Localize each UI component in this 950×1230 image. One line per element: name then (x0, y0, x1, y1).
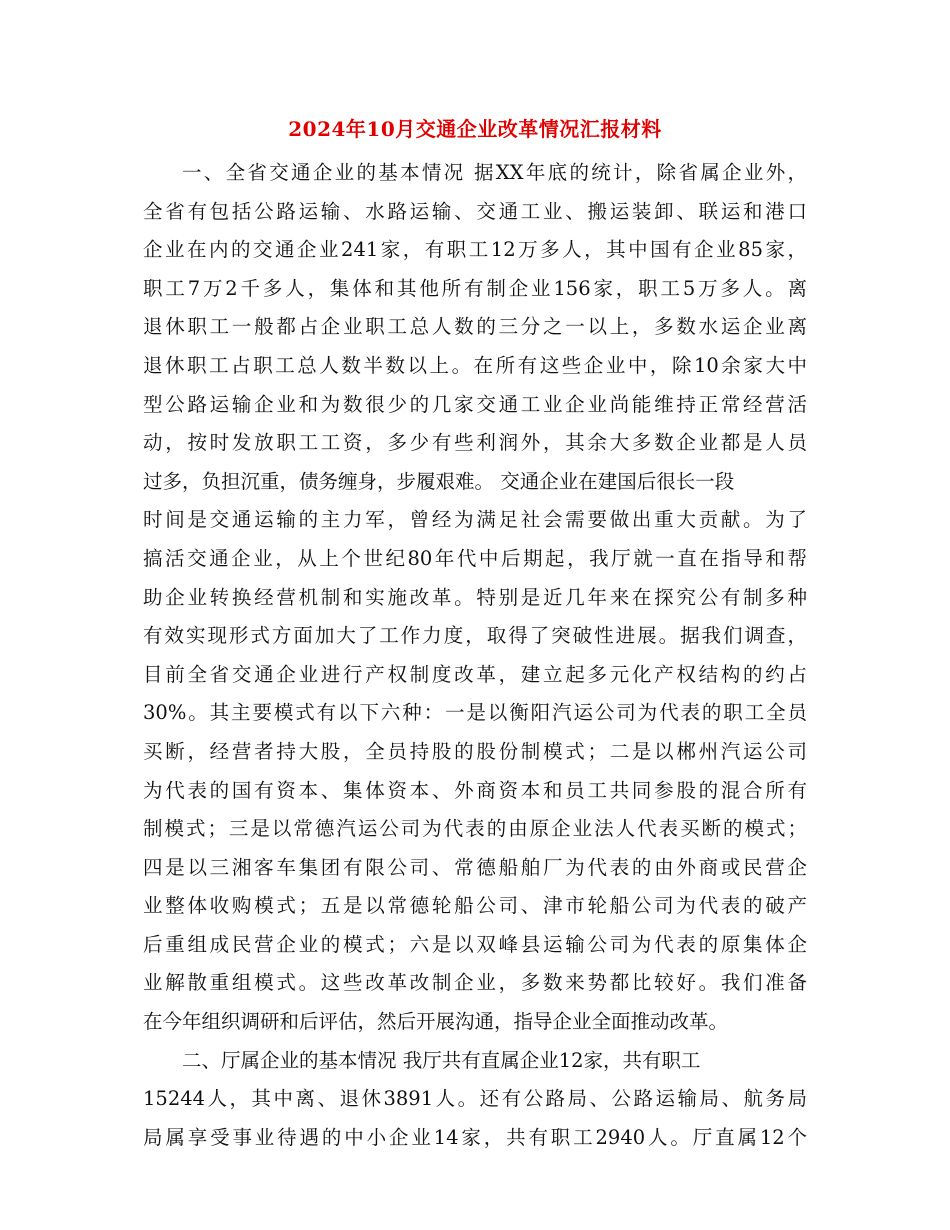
text-line: 过多，负担沉重，债务缠身，步履艰难。 交通企业在建国后很长一段 (143, 469, 735, 493)
text-line: 职工7万2千多人，集体和其他所有制企业156家，职工5万多人。离 (143, 276, 807, 300)
text-line: 二、厅属企业的基本情况 我厅共有直属企业12家，共有职工 (182, 1048, 701, 1072)
text-line: 时间是交通运输的主力军，曾经为满足社会需要做出重大贡献。为了 (143, 508, 807, 532)
text-line: 助企业转换经营机制和实施改革。特别是近几年来在探究公有制多种 (143, 585, 807, 609)
text-line: 目前全省交通企业进行产权制度改革，建立起多元化产权结构的约占 (143, 662, 807, 686)
document-body (143, 154, 807, 1157)
text-line: 退休职工占职工总人数半数以上。在所有这些企业中，除10余家大中 (143, 353, 807, 377)
text-line: 四是以三湘客车集团有限公司、常德船舶厂为代表的由外商或民营企 (143, 855, 807, 879)
text-line: 后重组成民营企业的模式；六是以双峰县运输公司为代表的原集体企 (143, 932, 807, 956)
text-line: 在今年组织调研和后评估，然后开展沟通，指导企业全面推动改革。 (143, 1010, 729, 1034)
text-line: 业解散重组模式。这些改革改制企业，多数来势都比较好。我们准备 (143, 971, 807, 995)
text-line: 为代表的国有资本、集体资本、外商资本和员工共同参股的混合所有 (143, 778, 807, 802)
text-line: 局属享受事业待遇的中小企业14家，共有职工2940人。厅直属12个 (143, 1125, 807, 1149)
document-title: 2024年10月交通企业改革情况汇报材料 (288, 117, 662, 141)
text-line: 制模式；三是以常德汽运公司为代表的由原企业法人代表买断的模式； (143, 817, 807, 841)
text-line: 一、全省交通企业的基本情况 据XX年底的统计，除省属企业外， (182, 161, 807, 184)
text-line: 业整体收购模式；五是以常德轮船公司、津市轮船公司为代表的破产 (143, 894, 807, 918)
text-line: 企业在内的交通企业241家，有职工12万多人，其中国有企业85家， (143, 238, 807, 262)
text-line: 买断，经营者持大股，全员持股的股份制模式；二是以郴州汽运公司 (143, 739, 807, 763)
text-line: 全省有包括公路运输、水路运输、交通工业、搬运装卸、联运和港口 (143, 199, 807, 223)
paragraph-2 (143, 1042, 807, 1158)
text-line: 退休职工一般都占企业职工总人数的三分之一以上，多数水运企业离 (143, 315, 807, 339)
text-line: 动，按时发放职工工资，多少有些利润外，其余大多数企业都是人员 (143, 431, 807, 455)
text-line: 搞活交通企业，从上个世纪80年代中后期起，我厅就一直在指导和帮 (143, 546, 807, 570)
text-line: 有效实现形式方面加大了工作力度，取得了突破性进展。据我们调查， (143, 624, 807, 648)
paragraph-1 (143, 154, 807, 1042)
text-line: 15244人，其中离、退休3891人。还有公路局、公路运输局、航务局 (143, 1087, 807, 1111)
text-line: 型公路运输企业和为数很少的几家交通工业企业尚能维持正常经营活 (143, 392, 807, 416)
text-line: 30%。其主要模式有以下六种：一是以衡阳汽运公司为代表的职工全员 (143, 701, 807, 725)
